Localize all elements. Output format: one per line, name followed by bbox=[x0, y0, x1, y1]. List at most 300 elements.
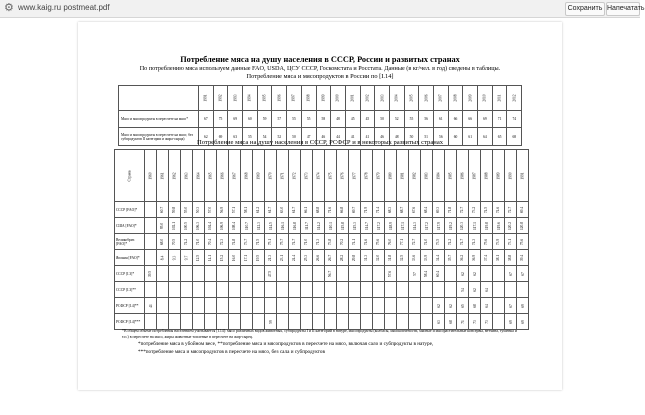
table-cell-text: 9.7 bbox=[184, 255, 189, 260]
table-cell bbox=[493, 202, 505, 218]
table-row bbox=[115, 298, 529, 314]
table2-caption: Потребление мяса на душу населения в СССР, РСФСР и в некоторых развитых странах bbox=[196, 139, 444, 146]
table-cell: 50 bbox=[404, 128, 419, 146]
table-cell-text: 102.1 bbox=[172, 221, 177, 230]
table-cell bbox=[421, 266, 433, 282]
table-cell bbox=[325, 202, 337, 218]
year-header-text: 1998 bbox=[306, 94, 311, 102]
table-cell-text: 70.2 bbox=[340, 238, 345, 245]
table-cell bbox=[469, 234, 481, 250]
year-header bbox=[493, 150, 505, 202]
table-cell bbox=[385, 218, 397, 234]
table-cell: 75 bbox=[213, 111, 228, 128]
table-cell bbox=[373, 218, 385, 234]
table-cell-text: 74.2 bbox=[448, 238, 453, 245]
table-cell bbox=[481, 234, 493, 250]
table-cell-text: 68.4 bbox=[424, 206, 429, 213]
table-cell bbox=[373, 202, 385, 218]
table-cell bbox=[289, 266, 301, 282]
table-cell bbox=[469, 250, 481, 266]
table-cell bbox=[517, 202, 529, 218]
print-button[interactable]: Напечатать bbox=[606, 2, 640, 16]
year-header-text: 1980 bbox=[388, 171, 393, 180]
table-cell bbox=[385, 298, 397, 314]
table-cell bbox=[349, 282, 361, 298]
table-cell-text: 58.1 bbox=[244, 206, 249, 213]
table-cell bbox=[469, 266, 481, 282]
table-cell bbox=[241, 202, 253, 218]
table-cell bbox=[229, 234, 241, 250]
table-cell-text: 38.1 bbox=[496, 254, 501, 261]
table-cell: 50 bbox=[375, 111, 390, 128]
table-cell bbox=[325, 234, 337, 250]
table-cell bbox=[445, 250, 457, 266]
table-cell-text: 33.6 bbox=[412, 254, 417, 261]
year-header-text: 1970 bbox=[268, 171, 273, 180]
table-cell bbox=[277, 266, 289, 282]
table-cell-text: 71.8 bbox=[448, 206, 453, 213]
table-cell-text: 73.5 bbox=[436, 238, 441, 245]
table-cell bbox=[385, 266, 397, 282]
table-cell-text: 75.6 bbox=[376, 238, 381, 245]
table-cell-text: 106.3 bbox=[196, 221, 201, 230]
table-cell bbox=[517, 218, 529, 234]
year-header bbox=[507, 86, 522, 111]
table-cell bbox=[157, 282, 169, 298]
table-cell bbox=[397, 250, 409, 266]
table-cell: 69 bbox=[213, 128, 228, 146]
table-cell-text: 114.7 bbox=[364, 221, 369, 230]
year-header-text: 2010 bbox=[482, 94, 487, 102]
table-cell bbox=[445, 298, 457, 314]
table-cell-text: 75.1 bbox=[268, 238, 273, 245]
table-cell bbox=[517, 298, 529, 314]
table-cell bbox=[469, 202, 481, 218]
table-cell-text: 26.6 bbox=[316, 254, 321, 261]
table-cell: 57 bbox=[272, 111, 287, 128]
table-cell bbox=[265, 266, 277, 282]
year-header-text: 1997 bbox=[291, 94, 296, 102]
table-cell-text: 36.9 bbox=[472, 254, 477, 261]
table-cell: 41 bbox=[345, 128, 360, 146]
table-cell-text: 115.3 bbox=[352, 221, 357, 230]
table-cell bbox=[469, 218, 481, 234]
year-header bbox=[325, 150, 337, 202]
table-cell bbox=[373, 282, 385, 298]
year-header bbox=[287, 86, 302, 111]
table-cell bbox=[253, 218, 265, 234]
table-cell-text: 65 bbox=[460, 303, 465, 308]
table-cell: 58 bbox=[316, 111, 331, 128]
table-cell-text: 69.7 bbox=[352, 206, 357, 213]
table-cell bbox=[157, 298, 169, 314]
ussr-comparison-table bbox=[114, 149, 529, 330]
table-cell bbox=[433, 250, 445, 266]
row-label: РСФСР [I.4]** bbox=[115, 298, 145, 314]
table-cell-text: 104.4 bbox=[208, 221, 213, 230]
table-cell bbox=[265, 298, 277, 314]
table-cell-text: 111.7 bbox=[304, 221, 309, 230]
row-label: Япония [FAO]* bbox=[115, 250, 145, 266]
year-header-text: 1989 bbox=[496, 171, 501, 180]
table-cell bbox=[265, 282, 277, 298]
table-cell bbox=[157, 250, 169, 266]
row-label: СССР [I.3]* bbox=[115, 266, 145, 282]
table-cell bbox=[493, 250, 505, 266]
table-cell: 55 bbox=[243, 128, 258, 146]
table-cell-text: 120.8 bbox=[520, 221, 525, 230]
row-label: СССР [FAO]* bbox=[115, 202, 145, 218]
table-cell-text: 71.4 bbox=[376, 206, 381, 213]
table-cell bbox=[481, 298, 493, 314]
gear-icon[interactable]: ⚙ bbox=[4, 1, 14, 14]
table-cell bbox=[517, 250, 529, 266]
table-cell bbox=[445, 234, 457, 250]
table-cell-text: 38.8 bbox=[508, 254, 513, 261]
table-cell bbox=[205, 234, 217, 250]
table-cell-text: 74.7 bbox=[460, 238, 465, 245]
year-header-text: 1987 bbox=[472, 171, 477, 180]
table-cell bbox=[361, 234, 373, 250]
table-cell bbox=[409, 298, 421, 314]
table-cell bbox=[457, 282, 469, 298]
year-header-text: 1983 bbox=[424, 171, 429, 180]
table-cell bbox=[337, 234, 349, 250]
year-header bbox=[169, 150, 181, 202]
year-header bbox=[433, 150, 445, 202]
table-cell bbox=[505, 282, 517, 298]
table-cell bbox=[481, 266, 493, 282]
table-cell-text: 64 bbox=[484, 287, 489, 292]
table-cell bbox=[193, 250, 205, 266]
table-cell-text: 74.6 bbox=[496, 206, 501, 213]
table-cell bbox=[457, 218, 469, 234]
address-url[interactable]: www.kaig.ru postmeat.pdf bbox=[18, 3, 110, 12]
table-cell-text: 24.4 bbox=[292, 254, 297, 261]
table-cell-text: 62 bbox=[460, 271, 465, 276]
table-cell bbox=[313, 218, 325, 234]
year-header bbox=[373, 150, 385, 202]
year-header bbox=[409, 150, 421, 202]
table-cell-text: 117.1 bbox=[400, 221, 405, 230]
year-header-text: 1963 bbox=[184, 171, 189, 180]
year-header-text: 1964 bbox=[196, 171, 201, 180]
table-cell bbox=[301, 266, 313, 282]
table-cell bbox=[289, 218, 301, 234]
table-cell-text: 59.8 bbox=[172, 206, 177, 213]
year-header-text: 1993 bbox=[233, 94, 238, 102]
table-cell-text: 15.2 bbox=[220, 254, 225, 261]
table-cell-text: 61.7 bbox=[268, 206, 273, 213]
table-cell: 56 bbox=[419, 111, 434, 128]
table-cell: 48 bbox=[331, 111, 346, 128]
table-cell bbox=[325, 282, 337, 298]
table-cell bbox=[205, 266, 217, 282]
table-cell: 69 bbox=[228, 111, 243, 128]
table-cell bbox=[433, 282, 445, 298]
table-cell bbox=[217, 202, 229, 218]
table-cell bbox=[229, 282, 241, 298]
table-cell bbox=[457, 234, 469, 250]
table-cell-text: 47.5 bbox=[268, 270, 273, 277]
table-cell bbox=[361, 266, 373, 282]
table-cell bbox=[277, 234, 289, 250]
table-cell-text: 62 bbox=[436, 303, 441, 308]
header-blank bbox=[119, 86, 199, 111]
year-header-text: 2005 bbox=[409, 94, 414, 102]
table-cell-text: 119.6 bbox=[496, 221, 501, 230]
year-header-text: 1976 bbox=[340, 171, 345, 180]
year-header-text: 2003 bbox=[380, 94, 385, 102]
year-header-text: 1974 bbox=[316, 171, 321, 180]
table-cell bbox=[157, 234, 169, 250]
table-cell bbox=[397, 298, 409, 314]
table-cell bbox=[433, 298, 445, 314]
table-cell bbox=[217, 282, 229, 298]
year-header bbox=[469, 150, 481, 202]
table-cell-text: 73 bbox=[484, 319, 489, 324]
table-cell bbox=[421, 234, 433, 250]
year-header bbox=[434, 86, 449, 111]
table-cell-text: 68.8 bbox=[316, 206, 321, 213]
table-cell bbox=[181, 202, 193, 218]
country-header-text: Страна bbox=[127, 170, 132, 181]
year-header-text: 2002 bbox=[365, 94, 370, 102]
table-cell-text: 73.2 bbox=[472, 206, 477, 213]
table-cell-text: 57.6 bbox=[388, 270, 393, 277]
table-cell-text: 39.4 bbox=[520, 254, 525, 261]
table-cell bbox=[265, 218, 277, 234]
table-cell bbox=[409, 250, 421, 266]
table-cell bbox=[349, 298, 361, 314]
table-cell-text: 36.2 bbox=[460, 254, 465, 261]
table-cell-text: 67 bbox=[508, 271, 513, 276]
table-cell bbox=[205, 282, 217, 298]
table-cell bbox=[229, 250, 241, 266]
year-header-text: 2011 bbox=[497, 94, 502, 102]
table-cell-text: 50.3 bbox=[196, 206, 201, 213]
table-cell bbox=[457, 266, 469, 282]
table-cell-text: 120.2 bbox=[508, 221, 513, 230]
table-cell: 74 bbox=[507, 111, 522, 128]
table-cell bbox=[253, 250, 265, 266]
table-cell-text: 21.3 bbox=[268, 254, 273, 261]
table-cell bbox=[517, 266, 529, 282]
table-cell-text: 117.2 bbox=[376, 221, 381, 230]
table-cell bbox=[421, 250, 433, 266]
year-header-text: 1978 bbox=[364, 171, 369, 180]
table-cell: 71 bbox=[492, 111, 507, 128]
table-cell bbox=[253, 202, 265, 218]
year-header bbox=[463, 86, 478, 111]
table-cell bbox=[205, 218, 217, 234]
table-cell-text: 62 bbox=[472, 271, 477, 276]
table-cell-text: 32.5 bbox=[400, 254, 405, 261]
table-cell bbox=[445, 266, 457, 282]
table-header-row bbox=[115, 150, 529, 202]
table-header-row bbox=[119, 86, 522, 111]
year-header bbox=[199, 86, 214, 111]
table-cell-text: 17.1 bbox=[244, 254, 249, 261]
year-header bbox=[277, 150, 289, 202]
table-cell-text: 114.3 bbox=[412, 221, 417, 230]
table-cell bbox=[301, 202, 313, 218]
table-cell-text: 35.7 bbox=[448, 254, 453, 261]
table-cell-text: 73.7 bbox=[244, 238, 249, 245]
table-cell bbox=[289, 202, 301, 218]
table-cell bbox=[169, 218, 181, 234]
year-header bbox=[492, 86, 507, 111]
table-cell-text: 71.9 bbox=[364, 206, 369, 213]
table-cell-text: 41 bbox=[148, 303, 153, 308]
table-cell-text: 118.9 bbox=[388, 221, 393, 230]
table-cell-text: 72.7 bbox=[508, 206, 513, 213]
table-cell bbox=[157, 202, 169, 218]
table-cell-text: 72.7 bbox=[412, 238, 417, 245]
year-header bbox=[316, 86, 331, 111]
table-cell bbox=[169, 266, 181, 282]
table-cell bbox=[493, 234, 505, 250]
table-row bbox=[115, 282, 529, 298]
table-cell-text: 95.0 bbox=[160, 222, 165, 229]
table-cell bbox=[277, 282, 289, 298]
table-cell-text: 68.7 bbox=[400, 206, 405, 213]
table-cell-text: 69 bbox=[520, 319, 525, 324]
table-cell-text: 67.6 bbox=[412, 206, 417, 213]
year-header bbox=[257, 86, 272, 111]
table-cell bbox=[505, 218, 517, 234]
table-cell: 59 bbox=[257, 111, 272, 128]
table-cell: 64 bbox=[478, 128, 493, 146]
table-cell bbox=[145, 234, 157, 250]
year-header-text: 1965 bbox=[208, 171, 213, 180]
table-cell: 69 bbox=[478, 111, 493, 128]
table-cell bbox=[385, 202, 397, 218]
year-header-text: 1962 bbox=[172, 171, 177, 180]
table-cell bbox=[481, 282, 493, 298]
table1-caption: Потребление мяса и мясопродуктов в России по [I.14] bbox=[246, 73, 394, 80]
table-cell-text: 71.0 bbox=[304, 238, 309, 245]
table-cell-text: 61.2 bbox=[256, 206, 261, 213]
browser-toolbar bbox=[0, 0, 645, 18]
table-cell bbox=[325, 250, 337, 266]
table-cell-text: 74.3 bbox=[472, 238, 477, 245]
table-cell bbox=[493, 266, 505, 282]
table-cell: 55 bbox=[301, 111, 316, 128]
year-header-text: 1960 bbox=[148, 171, 153, 180]
row-label: США [FAO]* bbox=[115, 218, 145, 234]
pdf-page bbox=[78, 22, 562, 390]
table-cell-text: 32.0 bbox=[376, 254, 381, 261]
table-cell-text: 34.4 bbox=[436, 254, 441, 261]
table-cell: 66 bbox=[463, 111, 478, 128]
save-button[interactable]: Сохранить bbox=[565, 2, 605, 16]
table-cell bbox=[181, 218, 193, 234]
year-header bbox=[217, 150, 229, 202]
year-header-text: 1968 bbox=[244, 171, 249, 180]
table-cell bbox=[289, 298, 301, 314]
table-cell: 52 bbox=[272, 128, 287, 146]
table-cell bbox=[517, 282, 529, 298]
year-header bbox=[301, 86, 316, 111]
table-cell-text: 71.6 bbox=[328, 206, 333, 213]
table-cell bbox=[313, 266, 325, 282]
table-cell-text: 73.1 bbox=[508, 238, 513, 245]
row-label: Великобрит. [FAO]* bbox=[115, 234, 145, 250]
table-cell bbox=[289, 282, 301, 298]
year-header bbox=[421, 150, 433, 202]
table-cell-text: 60.7 bbox=[160, 206, 165, 213]
table-cell bbox=[421, 298, 433, 314]
year-header bbox=[213, 86, 228, 111]
table-cell bbox=[217, 250, 229, 266]
table-cell-text: 56.7 bbox=[328, 270, 333, 277]
table-cell bbox=[505, 202, 517, 218]
year-header bbox=[389, 86, 404, 111]
table-cell-text: 110.1 bbox=[328, 221, 333, 230]
table-cell-text: 114.5 bbox=[268, 221, 273, 230]
table-cell-text: 74.7 bbox=[292, 238, 297, 245]
table-cell bbox=[409, 266, 421, 282]
table-cell-text: 74.2 bbox=[184, 238, 189, 245]
table-row bbox=[119, 111, 522, 128]
table-cell bbox=[145, 282, 157, 298]
table-cell: 50 bbox=[287, 128, 302, 146]
table-cell-text: 77.1 bbox=[400, 238, 405, 245]
table-cell bbox=[193, 298, 205, 314]
year-header bbox=[289, 150, 301, 202]
table-cell: 52 bbox=[389, 111, 404, 128]
year-header bbox=[419, 86, 434, 111]
table-cell bbox=[325, 298, 337, 314]
table-cell-text: 74.6 bbox=[364, 238, 369, 245]
table-cell bbox=[325, 266, 337, 282]
year-header-text: 1988 bbox=[484, 171, 489, 180]
table-cell-text: 62 bbox=[472, 287, 477, 292]
table-cell-text: 57 bbox=[412, 271, 417, 276]
year-header-text: 1995 bbox=[262, 94, 267, 102]
year-header-text: 2007 bbox=[438, 94, 443, 102]
table-cell-text: 14.1 bbox=[208, 254, 213, 261]
table-cell-text: 112.3 bbox=[256, 221, 261, 230]
table-cell bbox=[229, 266, 241, 282]
table-cell bbox=[265, 202, 277, 218]
table-cell bbox=[493, 218, 505, 234]
table-cell bbox=[421, 282, 433, 298]
table-cell: 45 bbox=[360, 111, 375, 128]
table-cell: 55 bbox=[287, 111, 302, 128]
year-header bbox=[181, 150, 193, 202]
table-cell: 41 bbox=[360, 128, 375, 146]
table-cell-text: 73.8 bbox=[328, 238, 333, 245]
table-cell: 67 bbox=[199, 111, 214, 128]
year-header bbox=[445, 150, 457, 202]
year-header bbox=[313, 150, 325, 202]
table-cell bbox=[433, 202, 445, 218]
table-cell bbox=[169, 298, 181, 314]
russia-meat-table bbox=[118, 85, 522, 146]
table-cell bbox=[205, 202, 217, 218]
table-cell bbox=[289, 234, 301, 250]
year-header-text: 1984 bbox=[436, 171, 441, 180]
year-header-text: 1985 bbox=[448, 171, 453, 180]
table-cell-text: 28.2 bbox=[340, 254, 345, 261]
table-cell bbox=[433, 266, 445, 282]
year-header bbox=[457, 150, 469, 202]
year-header bbox=[361, 150, 373, 202]
table-cell bbox=[289, 250, 301, 266]
table-cell-text: 8.4 bbox=[160, 255, 165, 260]
